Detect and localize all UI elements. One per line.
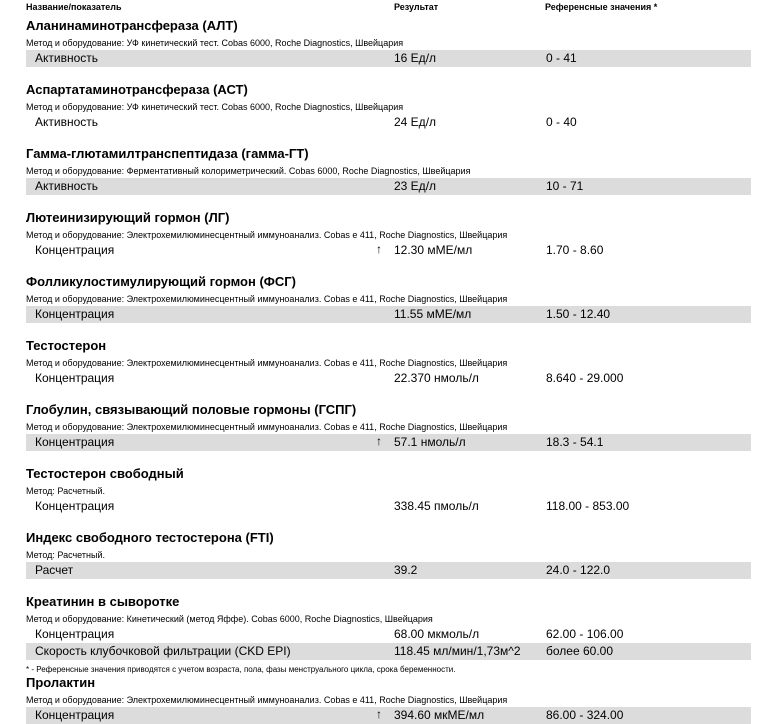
reference-range: более 60.00	[546, 644, 613, 658]
test-method: Метод и оборудование: Электрохемилюминесцентный иммуноанализ. Cobas e 411, Roche Diagnostics, Швейцария	[26, 294, 508, 304]
test-title: Тестостерон	[26, 338, 107, 353]
result-row	[26, 242, 751, 259]
result-row	[26, 50, 751, 67]
column-header-reference: Референсные значения *	[545, 2, 658, 12]
result-value: 22.370 нмоль/л	[394, 371, 479, 385]
reference-range: 86.00 - 324.00	[546, 708, 624, 722]
parameter-name: Концентрация	[35, 499, 115, 513]
test-method: Метод: Расчетный.	[26, 486, 105, 496]
parameter-name: Концентрация	[35, 371, 115, 385]
test-title: Гамма-глютамилтранспептидаза (гамма-ГТ)	[26, 146, 309, 161]
result-value: 16 Ед/л	[394, 51, 437, 65]
reference-range: 8.640 - 29.000	[546, 371, 624, 385]
test-method: Метод и оборудование: Электрохемилюминесцентный иммуноанализ. Cobas e 411, Roche Diagnostics, Швейцария	[26, 358, 508, 368]
parameter-name: Активность	[35, 179, 99, 193]
result-value: 39.2	[394, 563, 418, 577]
result-value: 68.00 мкмоль/л	[394, 627, 480, 641]
reference-range: 118.00 - 853.00	[546, 499, 630, 513]
arrow-up-icon: ↑	[376, 434, 382, 448]
parameter-name: Активность	[35, 51, 99, 65]
result-row	[26, 370, 751, 387]
test-method: Метод: Расчетный.	[26, 550, 105, 560]
result-row	[26, 562, 751, 579]
parameter-name: Активность	[35, 115, 99, 129]
column-header-result: Результат	[394, 2, 439, 12]
test-method: Метод и оборудование: Ферментативный колориметрический. Cobas 6000, Roche Diagnostics, Швейцария	[26, 166, 471, 176]
footnote: * - Референсные значения приводятся с учетом возраста, пола, фазы менструального цикла, срока беременности.	[26, 665, 456, 674]
column-header-name: Название/показатель	[26, 2, 122, 12]
test-title: Индекс свободного тестостерона (FTI)	[26, 530, 274, 545]
parameter-name: Концентрация	[35, 627, 115, 641]
arrow-up-icon: ↑	[376, 707, 382, 721]
test-title: Лютеинизирующий гормон (ЛГ)	[26, 210, 230, 225]
result-value: 12.30 мМЕ/мл	[394, 243, 473, 257]
reference-range: 18.3 - 54.1	[546, 435, 604, 449]
reference-range: 1.50 - 12.40	[546, 307, 611, 321]
test-method: Метод и оборудование: УФ кинетический тест. Cobas 6000, Roche Diagnostics, Швейцария	[26, 102, 404, 112]
parameter-name: Концентрация	[35, 708, 115, 722]
parameter-name: Расчет	[35, 563, 74, 577]
test-title: Креатинин в сыворотке	[26, 594, 180, 609]
test-title: Тестостерон свободный	[26, 466, 184, 481]
test-method: Метод и оборудование: Кинетический (метод Яффе). Cobas 6000, Roche Diagnostics, Швейцария	[26, 614, 433, 624]
test-method: Метод и оборудование: Электрохемилюминесцентный иммуноанализ. Cobas e 411, Roche Diagnostics, Швейцария	[26, 422, 508, 432]
test-title: Аланинаминотрансфераза (АЛТ)	[26, 18, 238, 33]
result-value: 11.55 мМЕ/мл	[394, 307, 472, 321]
reference-range: 1.70 - 8.60	[546, 243, 604, 257]
parameter-name: Скорость клубочковой фильтрации (CKD EPI)	[35, 644, 291, 658]
test-title: Аспартатаминотрансфераза (АСТ)	[26, 82, 248, 97]
test-method: Метод и оборудование: УФ кинетический тест. Cobas 6000, Roche Diagnostics, Швейцария	[26, 38, 404, 48]
result-value: 118.45 мл/мин/1,73м^2	[394, 644, 521, 658]
reference-range: 10 - 71	[546, 179, 584, 193]
result-row	[26, 114, 751, 131]
result-row	[26, 707, 751, 724]
result-row	[26, 498, 751, 515]
parameter-name: Концентрация	[35, 243, 115, 257]
result-value: 57.1 нмоль/л	[394, 435, 466, 449]
result-value: 24 Ед/л	[394, 115, 437, 129]
result-row	[26, 626, 751, 643]
reference-range: 24.0 - 122.0	[546, 563, 611, 577]
result-value: 338.45 пмоль/л	[394, 499, 479, 513]
parameter-name: Концентрация	[35, 435, 115, 449]
parameter-name: Концентрация	[35, 307, 115, 321]
reference-range: 62.00 - 106.00	[546, 627, 624, 641]
test-method: Метод и оборудование: Электрохемилюминесцентный иммуноанализ. Cobas e 411, Roche Diagnostics, Швейцария	[26, 695, 508, 705]
reference-range: 0 - 40	[546, 115, 577, 129]
test-method: Метод и оборудование: Электрохемилюминесцентный иммуноанализ. Cobas e 411, Roche Diagnostics, Швейцария	[26, 230, 508, 240]
test-title: Пролактин	[26, 675, 96, 690]
result-row	[26, 643, 751, 660]
reference-range: 0 - 41	[546, 51, 577, 65]
test-title: Фолликулостимулирующий гормон (ФСГ)	[26, 274, 296, 289]
result-value: 394.60 мкМЕ/мл	[394, 708, 485, 722]
result-row	[26, 178, 751, 195]
test-title: Глобулин, связывающий половые гормоны (ГСПГ)	[26, 402, 357, 417]
result-row	[26, 434, 751, 451]
result-row	[26, 306, 751, 323]
result-value: 23 Ед/л	[394, 179, 437, 193]
arrow-up-icon: ↑	[376, 242, 382, 256]
